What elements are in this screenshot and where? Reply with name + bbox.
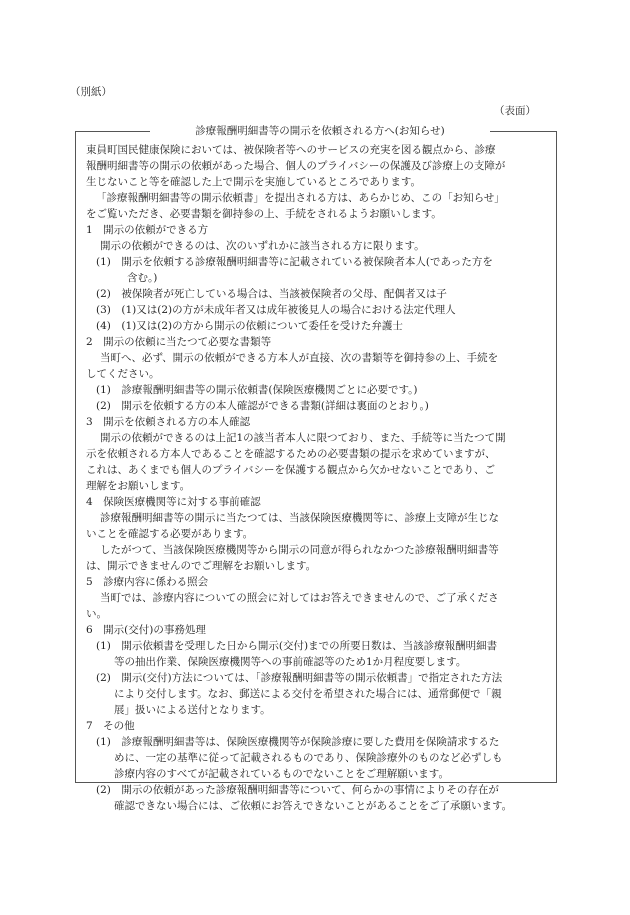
body-line: 「診療報酬明細書等の開示依頼書」を提出される方は、あらかじめ、この「お知らせ」 <box>96 192 505 204</box>
body-line: 確認できない場合には、ご依頼にお答えできないことがあることをご了承願います。 <box>114 800 513 812</box>
body-line: により交付します。なお、郵送による交付を希望された場合には、通常郵便で「親 <box>114 688 502 700</box>
body-line: い。 <box>86 608 107 620</box>
attachment-label: （別紙） <box>70 86 112 98</box>
body-line: (2) 開示(交付)方法については、「診療報酬明細書等の開示依頼書」で指定された方法 <box>96 672 503 684</box>
body-line: これは、あくまでも個人のプライバシーを保護する観点から欠かせないことであり、ご <box>86 464 495 476</box>
body-line: (4) (1)又は(2)の方から開示の依頼について委任を受けた弁護士 <box>96 320 403 332</box>
body-line: (1) 診療報酬明細書等は、保険医療機関等が保険診療に要した費用を保険請求するた <box>96 736 500 748</box>
body-line: (1) 診療報酬明細書等の開示依頼書(保険医療機関ごとに必要です。) <box>96 384 418 396</box>
body-line: 2 開示の依頼に当たつて必要な書類等 <box>86 336 272 348</box>
body-line: をご覧いただき、必要書類を御持参の上、手続をされるようお願いします。 <box>86 208 442 220</box>
body-line: 7 その他 <box>86 720 135 732</box>
notice-title: 診療報酬明細書等の開示を依頼される方へ(お知らせ) <box>150 124 490 138</box>
body-line: したがつて、当該保険医療機関等から開示の同意が得られなかつた診療報酬明細書等 <box>100 544 499 556</box>
body-line: 含む。) <box>127 272 158 284</box>
body-line: 展」扱いによる送付となります。 <box>114 704 271 716</box>
body-line: 開示の依頼ができるのは、次のいずれかに該当される方に限ります。 <box>100 240 425 252</box>
body-line: いことを確認する必要があります。 <box>86 528 254 540</box>
body-line: 6 開示(交付)の事務処理 <box>86 624 206 636</box>
body-line: 3 開示を依頼される方の本人確認 <box>86 416 251 428</box>
body-line: 診療報酬明細書等の開示に当たつては、当該保険医療機関等に、診療上支障が生じな <box>100 512 499 524</box>
side-label: （表面） <box>494 105 536 117</box>
body-line: (1) 開示を依頼する診療報酬明細書等に記載されている被保険者本人(であった方を <box>96 256 493 268</box>
body-line: 等の抽出作業、保険医療機関等への事前確認等のため1か月程度要します。 <box>114 656 467 668</box>
body-line: 当町では、診療内容についての照会に対してはお答えできませんので、ご了承くださ <box>100 592 499 604</box>
body-line: は、開示できませんのでご理解をお願いします。 <box>86 560 317 572</box>
body-line: (3) (1)又は(2)の方が未成年者又は成年被後見人の場合における法定代理人 <box>96 304 456 316</box>
body-line: めに、一定の基準に従って記載されるものであり、保険診療外のものなど必ずしも <box>114 752 503 764</box>
body-line: 診療内容のすべてが記載されているものでないことをご理解願います。 <box>114 768 449 780</box>
body-line: 開示の依頼ができるのは上記1の該当者本人に限つており、また、手続等に当たつて開 <box>100 432 506 444</box>
body-line: (2) 被保険者が死亡している場合は、当該被保険者の父母、配偶者又は子 <box>96 288 447 300</box>
body-line: (1) 開示依頼書を受理した日から開示(交付)までの所要日数は、当該診療報酬明細書 <box>96 640 498 652</box>
body-line: (2) 開示を依頼する方の本人確認ができる書類(詳細は裏面のとおり。) <box>96 400 429 412</box>
body-line: 報酬明細書等の開示の依頼があった場合、個人のプライバシーの保護及び診療上の支障が <box>86 160 506 172</box>
body-line: 理解をお願いします。 <box>86 480 191 492</box>
body-line: 当町へ、必ず、開示の依頼ができる方本人が直接、次の書類等を御持参の上、手続を <box>100 352 499 364</box>
body-line: 4 保険医療機関等に対する事前確認 <box>86 496 261 508</box>
body-line: 5 診療内容に係わる照会 <box>86 576 209 588</box>
body-line: 生じないこと等を確認した上で開示を実施しているところであります。 <box>86 176 422 188</box>
body-line: (2) 開示の依頼があった診療報酬明細書等について、何らかの事情によりその存在が <box>96 784 499 796</box>
body-line: 東員町国民健康保険においては、被保険者等へのサービスの充実を図る観点から、診療 <box>86 144 496 156</box>
body-line: 示を依頼される方本人であることを確認するための必要書類の提示を求めていますが、 <box>86 448 496 460</box>
body-line: 1 開示の依頼ができる方 <box>86 224 209 236</box>
body-line: してください。 <box>86 368 160 380</box>
